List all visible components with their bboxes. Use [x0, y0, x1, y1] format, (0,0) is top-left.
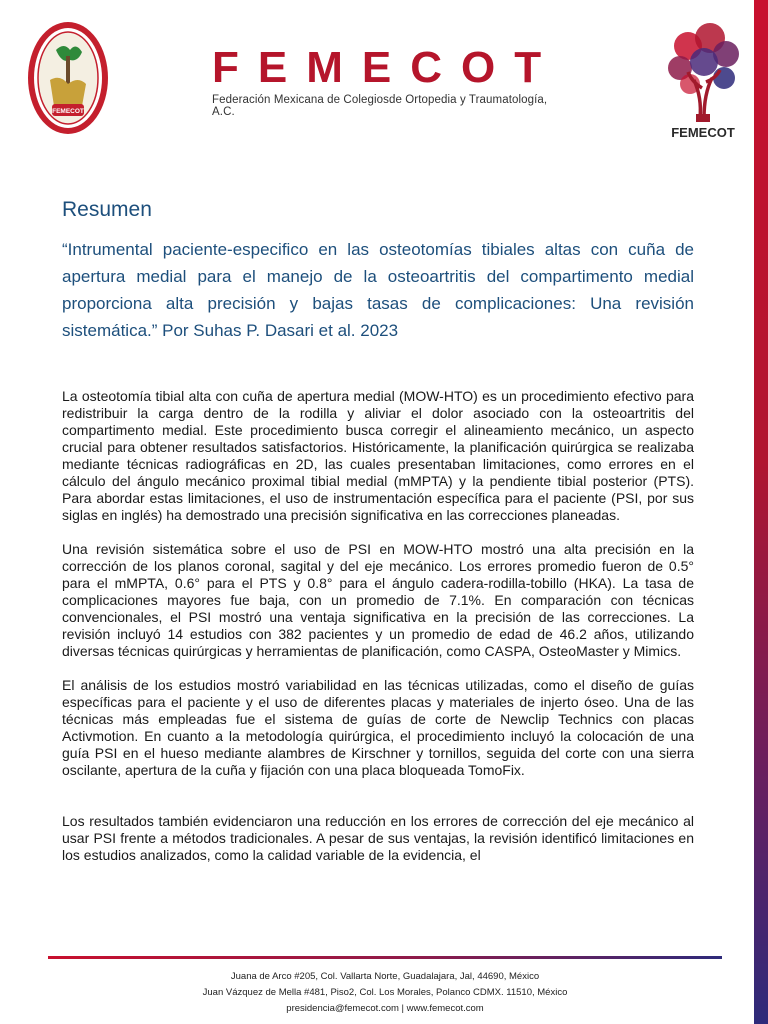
section-title: Resumen [62, 198, 152, 221]
left-logo-label: FEMECOT [52, 108, 84, 115]
paragraph-4: Los resultados también evidenciaron una reducción en los errores de corrección del eje mecánico al usar PSI frente a métodos tradicionales. A pesar de sus ventajas, la revisión identificó limitaciones en los estudios analizados, como la calidad variable de la evidencia, el [62, 813, 694, 863]
seal-logo-icon [26, 20, 110, 140]
brand-subtitle: Federación Mexicana de Colegiosde Ortopedia y Traumatología, A.C. [212, 94, 548, 118]
brand-header [212, 44, 572, 118]
right-edge-color-bar [754, 0, 768, 1024]
tree-logo-icon [660, 18, 746, 142]
footer-divider [48, 956, 722, 959]
left-seal-logo [26, 20, 110, 140]
brand-name: FEMECOT [212, 43, 561, 92]
paragraph-2: Una revisión sistemática sobre el uso de PSI en MOW-HTO mostró una alta precisión en la corrección de los planos coronal, sagital y del eje mecánico. Los errores promedio fueron de 0.5° para el mMPTA, 0.6° para el PTS y 0.8° para el ángulo cadera-rodilla-tobillo (HKA). La tasa de complicaciones mayores fue baja, con un promedio de 7.1%. En comparación con técnicas convencionales, el PSI mostró una ventaja significativa en la precisión de las correcciones. La revisión incluyó 14 estudios con 382 pacientes y un promedio de edad de 46.2 años, utilizando diversas técnicas quirúrgicas y herramientas de planificación, como CASPA, OsteoMaster y Mimics. [62, 541, 694, 659]
paragraph-3: El análisis de los estudios mostró variabilidad en las técnicas utilizadas, como el diseño de guías específicas para el paciente y el uso de diferentes placas y materiales de injerto óseo. Una de las técnicas más empleadas fue el sistema de guías de corte de Newclip Technics con placas Activmotion. En cuanto a la metodología quirúrgica, el procedimiento incluyó la colocación de una guía PSI en el hueso mediante alambres de Kirschner y tornillos, seguida del corte con una sierra oscilante, apertura de la cuña y fijación con una placa bloqueada TomoFix. [62, 677, 694, 778]
footer-contact: presidencia@femecot.com | www.femecot.com [286, 1003, 484, 1014]
main-content [62, 198, 694, 881]
right-tree-logo [660, 18, 746, 142]
footer [48, 969, 722, 1017]
paragraph-1: La osteotomía tibial alta con cuña de apertura medial (MOW-HTO) es un procedimiento efectivo para redistribuir la carga dentro de la rodilla y aliviar el dolor asociado con la osteoartritis del compartimento medial. Este procedimiento busca corregir el alineamiento mecánico, un aspecto crucial para obtener resultados satisfactorios. Históricamente, la planificación quirúrgica se realizaba mediante técnicas radiográficas en 2D, las cuales presentaban limitaciones, como errores en el cálculo del ángulo mecánico proximal tibial medial (mMPTA) y la pendiente tibial posterior (PTS). Para abordar estas limitaciones, el uso de instrumentación específica para el paciente (PSI, por sus siglas en inglés) ha demostrado una precisión significativa en las correcciones planeadas. [62, 388, 694, 523]
footer-address-1: Juana de Arco #205, Col. Vallarta Norte, Guadalajara, Jal, 44690, México [230, 971, 540, 982]
footer-address-2: Juan Vázquez de Mella #481, Piso2, Col. Los Morales, Polanco CDMX. 11510, México [202, 987, 568, 998]
article-title: “Intrumental paciente-especifico en las osteotomías tibiales altas con cuña de apertura medial para el manejo de la osteoartritis del compartimento medial proporciona alta precisión y bajas tasas de complicaciones: Una revisión sistemática.” Por Suhas P. Dasari et al. 2023 [62, 240, 694, 340]
right-logo-label: FEMECOT [671, 125, 735, 140]
